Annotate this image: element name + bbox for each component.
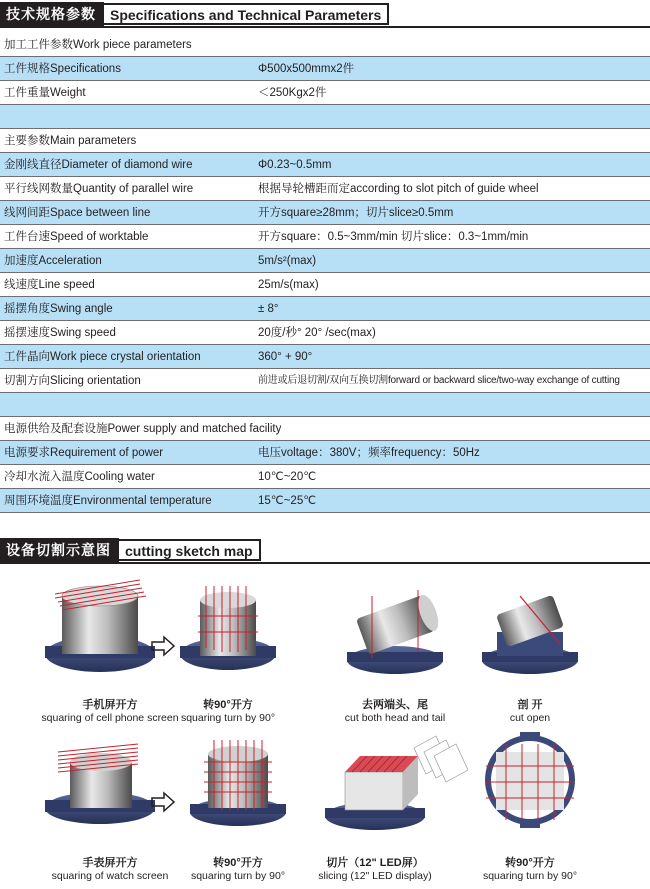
spec-row [0,129,650,153]
spec-row [0,369,650,393]
figure-caption [178,857,298,883]
spec-row [0,345,650,369]
spec-key: 金刚线直径Diameter of diamond wire [4,159,193,171]
figure-cell-phone-squaring [45,580,155,672]
sketch-title-en: cutting sketch map [119,539,261,561]
spec-key: 工件重量Weight [4,87,86,99]
spec-value: ＜250Kgx2件 [258,87,327,99]
arrow-icon [152,637,174,655]
caption-zh: 转90°开方 [203,699,253,711]
spec-row [0,297,650,321]
spec-key: 电源要求Requirement of power [4,447,164,459]
spec-key: 周围环境温度Environmental temperature [4,495,212,507]
figure-caption [310,857,440,883]
arrow-icon [152,793,174,811]
figure-caption [168,699,288,725]
spec-row [0,489,650,513]
spec-row [0,273,650,297]
caption-zh: 手机屏开方 [82,699,138,711]
spec-value: Φ500x500mmx2件 [258,63,355,75]
spec-key: 线网间距Space between line [4,207,151,219]
figure-cut-head-tail [347,590,443,674]
figure-caption [30,857,190,883]
spec-value: ± 8° [258,303,279,315]
spec-value: 10℃~20℃ [258,471,317,483]
figure-turn-90-squaring-3 [486,732,574,828]
spec-key: 冷却水流入温度Cooling water [4,471,155,483]
sketch-title-zh: 设备切割示意图 [0,538,119,562]
spec-row [0,465,650,489]
caption-en: squaring of cell phone screen [41,712,179,724]
spec-row [0,441,650,465]
spec-title-zh: 技术规格参数 [0,2,104,26]
figure-cut-open [482,595,578,674]
spec-row [0,417,650,441]
sketch-section-header [0,538,261,562]
figure-watch-squaring [45,744,155,824]
caption-zh: 转90°开方 [505,857,555,869]
spec-row [0,249,650,273]
sketch-map [0,576,650,889]
sketch-header-rule [0,562,650,564]
spec-row [0,225,650,249]
spec-value: 15℃~25℃ [258,495,317,507]
spec-header-rule [0,26,650,28]
spec-key: 加工工件参数Work piece parameters [4,39,192,51]
spec-value: 25m/s(max) [258,279,319,291]
spec-key: 平行线网数量Quantity of parallel wire [4,183,194,195]
figure-caption [330,699,460,725]
figure-caption [470,857,590,883]
figure-slicing-led [325,736,468,830]
caption-zh: 转90°开方 [213,857,263,869]
caption-zh: 手表屏开方 [82,857,138,869]
figure-caption [480,699,580,725]
spec-row [0,201,650,225]
spec-key: 电源供给及配套设施Power supply and matched facility [4,423,282,435]
caption-zh: 切片（12" LED屏） [326,857,424,869]
figure-turn-90-squaring-1 [180,586,276,670]
caption-en: slicing (12" LED display) [318,870,432,882]
spec-value: 开方square≥28mm；切片slice≥0.5mm [258,207,454,219]
spec-row [0,33,650,57]
spec-row [0,153,650,177]
spec-value: 开方square：0.5~3mm/min 切片slice：0.3~1mm/min [258,231,529,243]
caption-en: squaring turn by 90° [482,870,578,882]
spec-value: Φ0.23~0.5mm [258,159,332,171]
sketch-illustrations [0,576,650,889]
spec-key: 摇摆角度Swing angle [4,303,113,315]
spec-key: 主要参数Main parameters [4,135,137,147]
spec-table [0,33,650,513]
spec-row [0,57,650,81]
spec-key: 工件规格Specifications [4,63,121,75]
spec-key: 工件晶向Work piece crystal orientation [4,351,201,363]
caption-en: squaring of watch screen [51,870,169,882]
figure-turn-90-squaring-2 [190,740,286,826]
spec-value: 20度/秒° 20° /sec(max) [258,327,376,339]
spec-row [0,105,650,129]
caption-en: cut open [509,712,551,724]
spec-key: 摇摆速度Swing speed [4,327,116,339]
caption-zh: 剖 开 [517,699,543,711]
spec-row [0,321,650,345]
caption-en: cut both head and tail [344,712,446,724]
caption-zh: 去两端头、尾 [362,699,428,711]
spec-row [0,177,650,201]
caption-en: squaring turn by 90° [190,870,286,882]
spec-value: 360° + 90° [258,351,313,363]
spec-title-en: Specifications and Technical Parameters [104,3,389,25]
spec-value: 根据导轮槽距而定according to slot pitch of guide wheel [258,183,539,195]
spec-key: 线速度Line speed [4,279,95,291]
spec-row [0,81,650,105]
spec-row [0,393,650,417]
spec-section-header [0,2,389,26]
spec-key: 加速度Acceleration [4,255,102,267]
spec-key: 工件台速Speed of worktable [4,231,149,243]
spec-value: 5m/s²(max) [258,255,317,267]
spec-key: 切割方向Slicing orientation [4,375,141,387]
caption-en: squaring turn by 90° [180,712,276,724]
spec-value: 前进或后退切割/双向互换切割forward or backward slice/two-way exchange of cutting [258,375,620,386]
figure-caption [30,699,190,725]
spec-value: 电压voltage：380V；频率frequency：50Hz [258,447,480,459]
